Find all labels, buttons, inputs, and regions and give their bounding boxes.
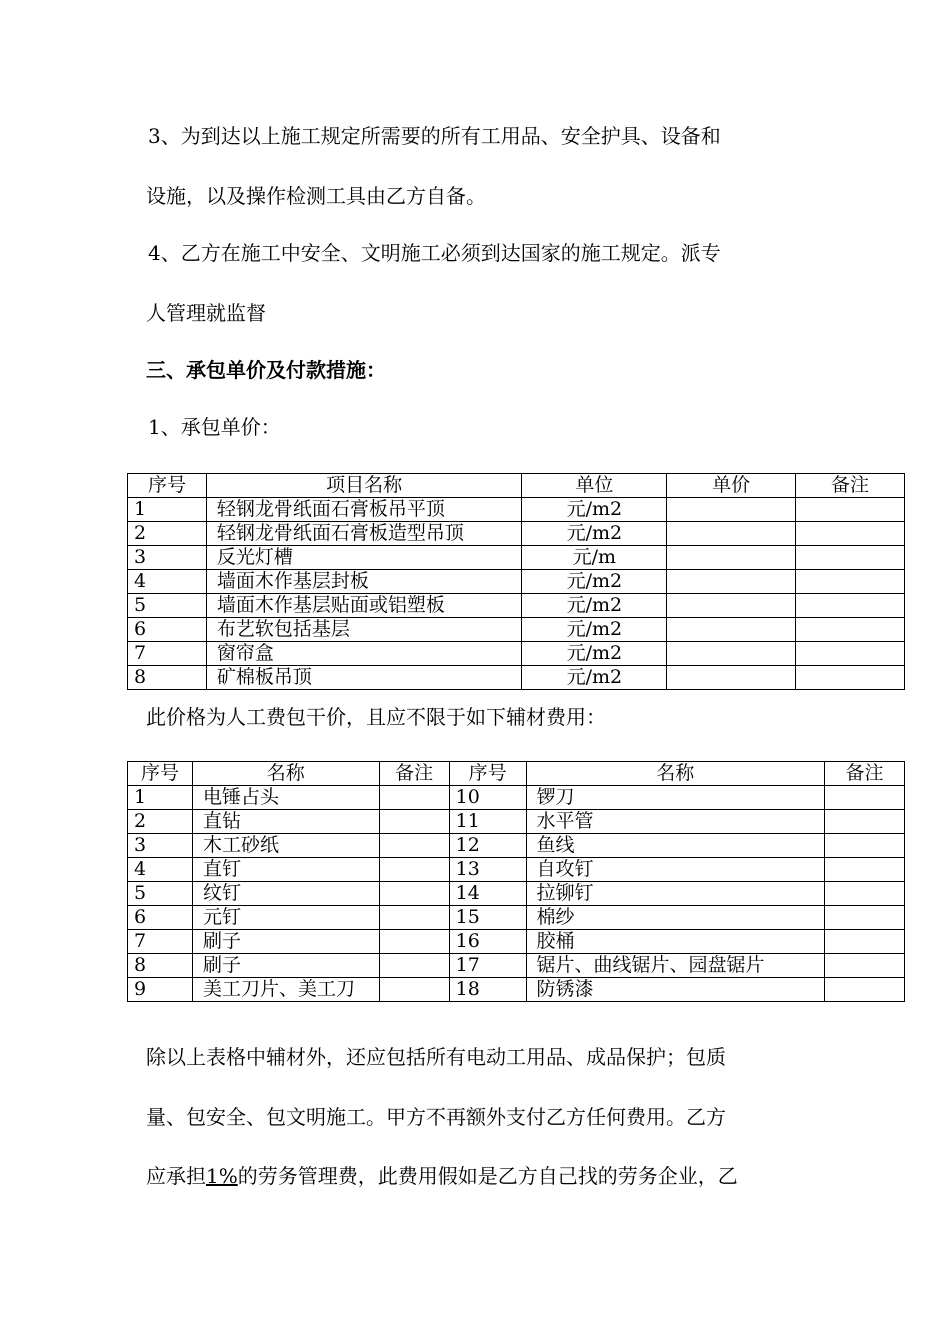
price-table	[127, 473, 905, 690]
final-paragraph-line-3	[146, 1164, 738, 1188]
materials-table	[127, 761, 905, 1002]
table-row	[128, 978, 905, 1002]
paragraph-3-line-2: 设施，以及操作检测工具由乙方自备。	[146, 184, 486, 208]
table-row	[128, 594, 905, 618]
section-title: 三、承包单价及付款措施：	[146, 358, 386, 382]
cell-no: 3	[128, 546, 207, 570]
cell-no: 7	[128, 642, 207, 666]
cell-note	[825, 930, 905, 954]
header-unit: 单位	[522, 474, 667, 498]
cell-name: 矿棉板吊顶	[206, 666, 522, 690]
cell-no: 10	[449, 786, 526, 810]
cell-note	[379, 954, 449, 978]
cell-note	[379, 786, 449, 810]
cell-note	[825, 954, 905, 978]
cell-name: 窗帘盒	[206, 642, 522, 666]
cell-note	[379, 978, 449, 1002]
cell-name: 轻钢龙骨纸面石膏板吊平顶	[206, 498, 522, 522]
cell-name: 自攻钉	[526, 858, 825, 882]
cell-note	[825, 978, 905, 1002]
cell-name: 刷子	[192, 954, 379, 978]
header-item-name: 项目名称	[206, 474, 522, 498]
cell-note	[796, 594, 905, 618]
cell-name: 电锤占头	[192, 786, 379, 810]
paragraph-4-line-1: 4、乙方在施工中安全、文明施工必须到达国家的施工规定。派专	[148, 241, 721, 265]
cell-name: 刷子	[192, 930, 379, 954]
table-row	[128, 906, 905, 930]
cell-no: 2	[128, 810, 193, 834]
cell-no: 13	[449, 858, 526, 882]
cell-note	[825, 906, 905, 930]
final-paragraph-line-2: 量、包安全、包文明施工。甲方不再额外支付乙方任何费用。乙方	[146, 1105, 726, 1129]
header-name-right: 名称	[526, 762, 825, 786]
cell-note	[379, 906, 449, 930]
cell-no: 1	[128, 786, 193, 810]
cell-note	[796, 498, 905, 522]
cell-name: 直钻	[192, 810, 379, 834]
cell-unit: 元/m2	[522, 618, 667, 642]
cell-name: 布艺软包括基层	[206, 618, 522, 642]
cell-price	[667, 618, 796, 642]
cell-no: 8	[128, 666, 207, 690]
cell-note	[825, 882, 905, 906]
header-no-left: 序号	[128, 762, 193, 786]
final-line-3-start: 应承担	[146, 1164, 206, 1188]
table-row	[128, 642, 905, 666]
header-name-left: 名称	[192, 762, 379, 786]
cell-no: 5	[128, 594, 207, 618]
cell-note	[796, 642, 905, 666]
cell-price	[667, 570, 796, 594]
cell-name: 拉铆钉	[526, 882, 825, 906]
table-row	[128, 666, 905, 690]
cell-name: 墙面木作基层封板	[206, 570, 522, 594]
cell-note	[796, 666, 905, 690]
cell-no: 2	[128, 522, 207, 546]
cell-no: 15	[449, 906, 526, 930]
cell-name: 鱼线	[526, 834, 825, 858]
cell-note	[796, 546, 905, 570]
cell-note	[825, 786, 905, 810]
table-row	[128, 570, 905, 594]
table-row	[128, 930, 905, 954]
table-row	[128, 786, 905, 810]
cell-name: 防锈漆	[526, 978, 825, 1002]
cell-name: 墙面木作基层贴面或铝塑板	[206, 594, 522, 618]
price-table-header	[128, 474, 905, 498]
cell-unit: 元/m	[522, 546, 667, 570]
table-row	[128, 618, 905, 642]
table-row	[128, 498, 905, 522]
cell-no: 4	[128, 858, 193, 882]
table-row	[128, 834, 905, 858]
cell-no: 14	[449, 882, 526, 906]
cell-unit: 元/m2	[522, 522, 667, 546]
cell-price	[667, 546, 796, 570]
header-note: 备注	[796, 474, 905, 498]
cell-name: 轻钢龙骨纸面石膏板造型吊顶	[206, 522, 522, 546]
subsection-unit-price: 1、承包单价：	[148, 415, 281, 439]
materials-table-header	[128, 762, 905, 786]
cell-name: 直钉	[192, 858, 379, 882]
cell-no: 7	[128, 930, 193, 954]
cell-price	[667, 522, 796, 546]
cell-name: 纹钉	[192, 882, 379, 906]
cell-no: 6	[128, 618, 207, 642]
cell-price	[667, 498, 796, 522]
cell-name: 美工刀片、美工刀	[192, 978, 379, 1002]
cell-note	[825, 858, 905, 882]
cell-note	[825, 810, 905, 834]
header-note-right: 备注	[825, 762, 905, 786]
final-line-3-end: 的劳务管理费，此费用假如是乙方自己找的劳务企业，乙	[237, 1164, 738, 1188]
cell-unit: 元/m2	[522, 594, 667, 618]
cell-no: 17	[449, 954, 526, 978]
table-row	[128, 522, 905, 546]
cell-unit: 元/m2	[522, 642, 667, 666]
cell-name: 棉纱	[526, 906, 825, 930]
cell-price	[667, 594, 796, 618]
cell-name: 元钉	[192, 906, 379, 930]
cell-note	[379, 810, 449, 834]
cell-note	[379, 930, 449, 954]
header-note-left: 备注	[379, 762, 449, 786]
cell-price	[667, 666, 796, 690]
management-fee-percent: 1%	[206, 1164, 238, 1188]
header-no-right: 序号	[449, 762, 526, 786]
cell-no: 18	[449, 978, 526, 1002]
price-note: 此价格为人工费包干价，且应不限于如下辅材费用：	[146, 705, 606, 729]
table-row	[128, 858, 905, 882]
table-row	[128, 810, 905, 834]
cell-unit: 元/m2	[522, 498, 667, 522]
cell-name: 水平管	[526, 810, 825, 834]
cell-no: 4	[128, 570, 207, 594]
header-unit-price: 单价	[667, 474, 796, 498]
header-no: 序号	[128, 474, 207, 498]
cell-name: 锣刀	[526, 786, 825, 810]
cell-name: 反光灯槽	[206, 546, 522, 570]
paragraph-3-line-1: 3、为到达以上施工规定所需要的所有工用品、安全护具、设备和	[148, 124, 721, 148]
cell-no: 5	[128, 882, 193, 906]
cell-no: 9	[128, 978, 193, 1002]
cell-unit: 元/m2	[522, 570, 667, 594]
cell-note	[796, 618, 905, 642]
cell-name: 锯片、曲线锯片、园盘锯片	[526, 954, 825, 978]
cell-note	[825, 834, 905, 858]
cell-note	[379, 882, 449, 906]
paragraph-4-line-2: 人管理就监督	[146, 301, 266, 325]
cell-name: 胶桶	[526, 930, 825, 954]
cell-no: 3	[128, 834, 193, 858]
final-paragraph-line-1: 除以上表格中辅材外，还应包括所有电动工用品、成品保护；包质	[146, 1045, 726, 1069]
cell-no: 11	[449, 810, 526, 834]
cell-no: 16	[449, 930, 526, 954]
cell-no: 8	[128, 954, 193, 978]
cell-note	[796, 570, 905, 594]
cell-note	[379, 834, 449, 858]
cell-no: 1	[128, 498, 207, 522]
table-row	[128, 546, 905, 570]
cell-note	[796, 522, 905, 546]
cell-name: 木工砂纸	[192, 834, 379, 858]
cell-unit: 元/m2	[522, 666, 667, 690]
cell-note	[379, 858, 449, 882]
table-row	[128, 882, 905, 906]
cell-no: 12	[449, 834, 526, 858]
cell-no: 6	[128, 906, 193, 930]
cell-price	[667, 642, 796, 666]
table-row	[128, 954, 905, 978]
